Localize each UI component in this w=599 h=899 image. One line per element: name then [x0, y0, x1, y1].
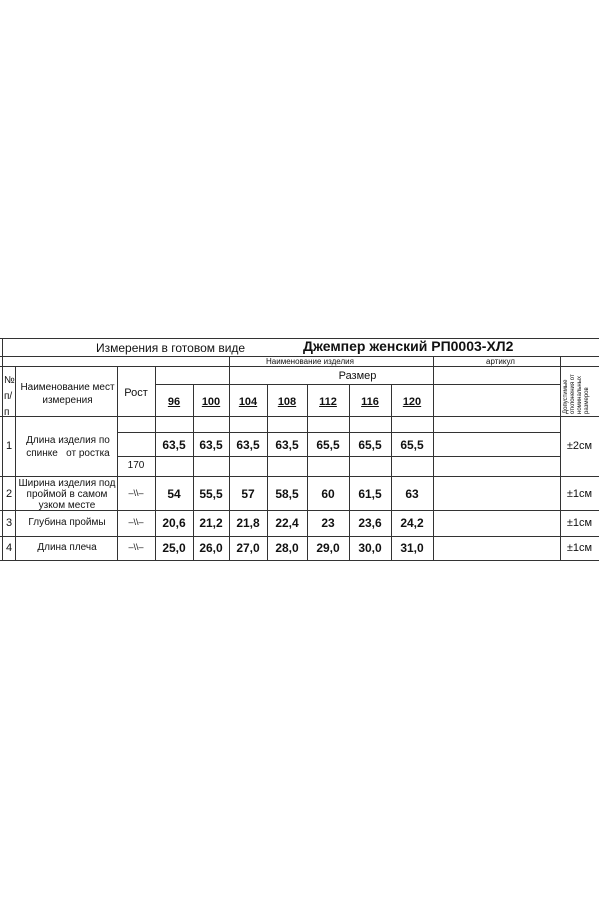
row2-value-100: 55,5 — [199, 487, 223, 501]
row3-value-120: 24,2 — [400, 516, 424, 530]
product-name-label: Наименование изделия — [266, 357, 354, 366]
row2-value-112: 60 — [321, 487, 335, 501]
row2-value-96: 54 — [167, 487, 181, 501]
row3-tolerance: ±1см — [566, 517, 593, 529]
row1-tolerance: ±2см — [566, 440, 593, 452]
row2-value-116: 61,5 — [358, 487, 382, 501]
row4-value-108: 28,0 — [275, 541, 299, 555]
row1-height: 170 — [127, 460, 145, 471]
row4-num: 4 — [6, 542, 13, 554]
row4-name: Длина плеча — [37, 542, 97, 553]
row3-value-108: 22,4 — [275, 516, 299, 530]
row3-value-96: 20,6 — [162, 516, 186, 530]
size-header-100: 100 — [201, 396, 221, 408]
row4-value-100: 26,0 — [199, 541, 223, 555]
row2-value-104: 57 — [241, 487, 255, 501]
col-tolerance-header: Допустимые отклонения от номинальных размеров — [563, 374, 590, 414]
row3-bottom — [0, 536, 599, 537]
row3-value-100: 21,2 — [199, 516, 223, 530]
col-num-header: № п/ п — [4, 375, 15, 418]
product-title: Джемпер женский РП0003-ХЛ2 — [303, 338, 514, 354]
col-border-tol — [560, 356, 561, 560]
size-label-row-bottom — [155, 384, 560, 385]
row4-value-96: 25,0 — [162, 541, 186, 555]
row2-num: 2 — [6, 488, 13, 500]
row4-tolerance: ±1см — [566, 542, 593, 554]
name-row-bottom — [0, 366, 599, 367]
row3-value-104: 21,8 — [236, 516, 260, 530]
row1-value-96: 63,5 — [162, 438, 186, 452]
size-header-104: 104 — [238, 396, 258, 408]
size-header-120: 120 — [402, 396, 422, 408]
row2-tolerance: ±1см — [566, 488, 593, 500]
row1-sub2 — [117, 456, 560, 457]
row1-value-120: 65,5 — [400, 438, 424, 452]
col-border-s1 — [193, 384, 194, 560]
row1-num: 1 — [6, 440, 13, 452]
col-border-left — [2, 338, 3, 560]
row2-height: –\\– — [128, 488, 144, 498]
row1-value-108: 63,5 — [275, 438, 299, 452]
col-border-s7 — [433, 356, 434, 560]
row4-bottom — [0, 560, 599, 561]
col-border-s4 — [307, 384, 308, 560]
row1-value-112: 65,5 — [316, 438, 340, 452]
row4-value-116: 30,0 — [358, 541, 382, 555]
row3-height: –\\– — [128, 517, 144, 527]
size-header-96: 96 — [167, 396, 181, 408]
size-header-112: 112 — [319, 396, 337, 408]
article-label: артикул — [486, 357, 515, 366]
header-bottom — [0, 416, 599, 417]
row2-value-108: 58,5 — [275, 487, 299, 501]
row4-value-112: 29,0 — [316, 541, 340, 555]
col-size-header: Размер — [338, 370, 377, 382]
row1-name: Длина изделия по спинке от ростка — [26, 435, 113, 459]
row1-value-116: 65,5 — [358, 438, 382, 452]
row3-value-116: 23,6 — [358, 516, 382, 530]
row1-value-100: 63,5 — [199, 438, 223, 452]
row1-value-104: 63,5 — [236, 438, 260, 452]
row2-value-120: 63 — [405, 487, 419, 501]
col-border-s5 — [349, 384, 350, 560]
row1-sub1 — [117, 432, 560, 433]
row4-value-120: 31,0 — [400, 541, 424, 555]
row3-value-112: 23 — [321, 516, 335, 530]
measurements-title: Измерения в готовом виде — [96, 341, 246, 355]
row3-num: 3 — [6, 517, 13, 529]
col-height-header: Рост — [124, 387, 148, 399]
col-border-s3 — [267, 384, 268, 560]
row4-value-104: 27,0 — [236, 541, 260, 555]
row3-name: Глубина проймы — [28, 517, 106, 528]
col-name-header: Наименование мест измерения — [20, 382, 115, 406]
row2-name: Ширина изделия под проймой в самом узком месте — [18, 478, 116, 511]
row4-height: –\\– — [128, 542, 144, 552]
size-header-116: 116 — [361, 396, 379, 408]
size-header-108: 108 — [277, 396, 297, 408]
row1-bottom — [0, 476, 599, 477]
col-border-s6 — [391, 384, 392, 560]
